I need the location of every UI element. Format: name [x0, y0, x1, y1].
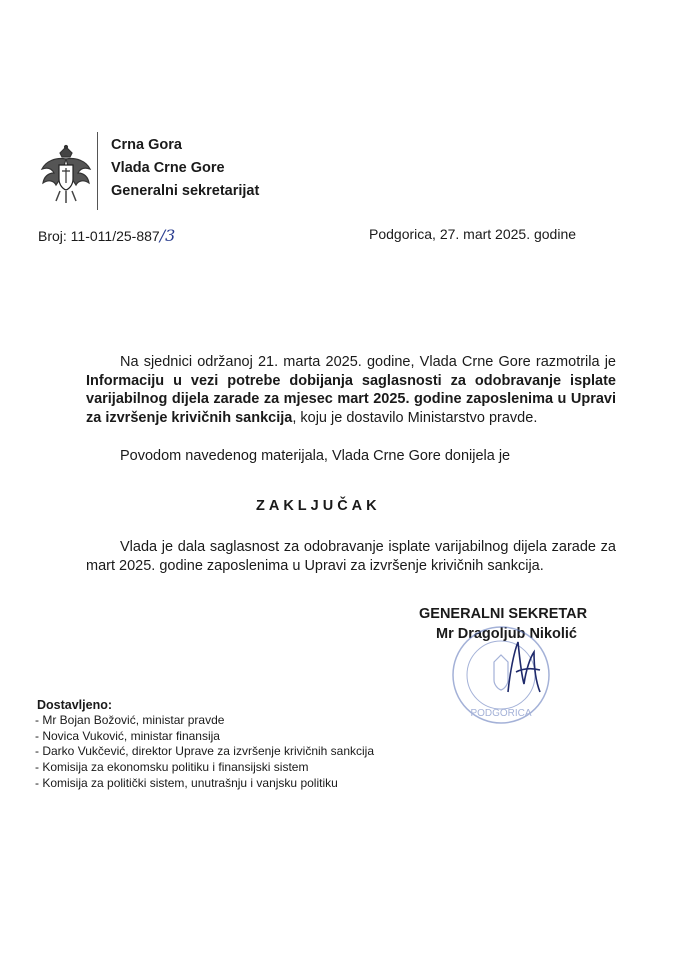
- stamp-city: PODGORICA: [470, 708, 532, 719]
- signature-title: GENERALNI SEKRETAR: [419, 606, 588, 622]
- place-date: Podgorica, 27. mart 2025. godine: [369, 226, 577, 242]
- header-government: Vlada Crne Gore: [111, 160, 225, 176]
- paragraph-1-outro: , koju je dostavilo Ministarstvo pravde.: [292, 409, 538, 426]
- document-number-text: Broj: 11-011/25-887: [38, 228, 160, 244]
- paragraph-3: Vlada je dala saglasnost za odobravanje isplate varijabilnog dijela zarade za mart 2025. godine zaposlenima u Upravi za izvršenje krivičnih sankcija.: [86, 539, 616, 574]
- conclusion-heading: ZAKLJUČAK: [256, 498, 381, 514]
- paragraph-2: Povodom navedenog materijala, Vlada Crne Gore donijela je: [120, 448, 511, 464]
- document-number-handwritten: /3: [159, 226, 176, 245]
- list-item: - Komisija za politički sistem, unutrašnju i vanjsku politiku: [35, 776, 374, 792]
- document-number: [38, 226, 175, 245]
- paragraph-1-intro: Na sjednici održanoj 21. marta 2025. godine, Vlada Crne Gore razmotrila je: [120, 354, 616, 370]
- official-stamp: [448, 622, 554, 728]
- distribution-list: [35, 713, 374, 792]
- list-item: - Komisija za ekonomsku politiku i finansijski sistem: [35, 760, 374, 776]
- coat-of-arms-icon: [38, 143, 94, 205]
- paragraph-1: [86, 353, 616, 427]
- header-secretariat: Generalni sekretarijat: [111, 183, 260, 199]
- list-item: - Darko Vukčević, direktor Uprave za izvršenje krivičnih sankcija: [35, 744, 374, 760]
- distribution-title: Dostavljeno:: [37, 698, 113, 712]
- signature-name: Mr Dragoljub Nikolić: [436, 626, 577, 642]
- header-divider: [97, 132, 98, 210]
- header-country: Crna Gora: [111, 137, 182, 153]
- list-item: - Mr Bojan Božović, ministar pravde: [35, 713, 374, 729]
- paragraph-1-subject: Informaciju u vezi potrebe dobijanja saglasnosti za odobravanje isplate varijabilnog dijela zarade za mjesec mart 2025. godine zaposlenima u Upravi za izvršenje krivičnih sankcija: [86, 372, 616, 426]
- list-item: - Novica Vuković, ministar finansija: [35, 729, 374, 745]
